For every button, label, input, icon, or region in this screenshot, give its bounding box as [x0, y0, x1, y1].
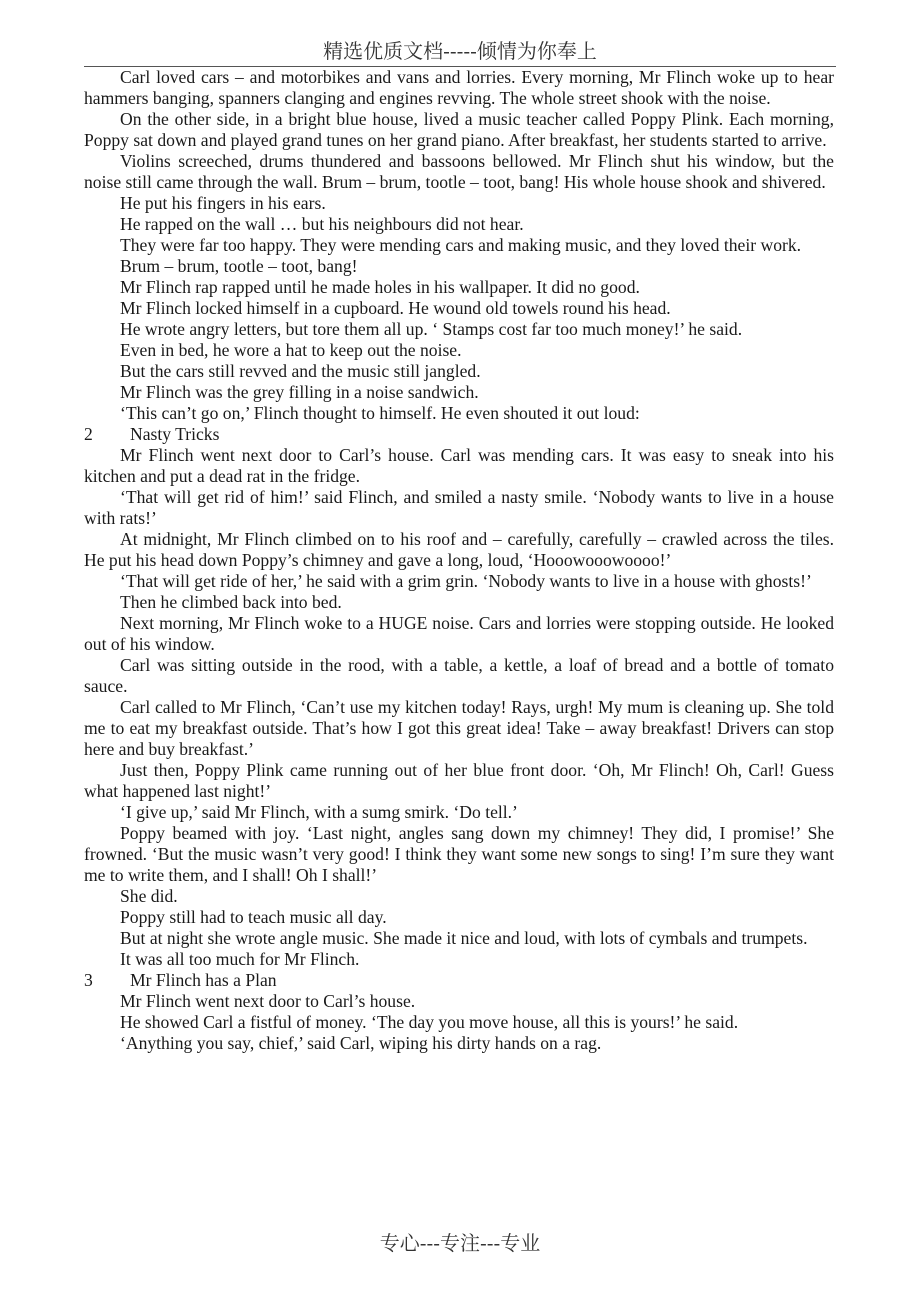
- paragraph: Violins screeched, drums thundered and bassoons bellowed. Mr Flinch shut his window, but the noise still came through the wall. Brum – brum, tootle – toot, bang! His whole house shook and shivered.: [84, 151, 834, 192]
- paragraph: Carl called to Mr Flinch, ‘Can’t use my kitchen today! Rays, urgh! My mum is cleaning up. She told me to eat my breakfast outside. That’s how I got this great idea! Take – away breakfast! Drivers can stop here and buy breakfast.’: [84, 697, 834, 759]
- paragraph: He wrote angry letters, but tore them all up. ‘ Stamps cost far too much money!’ he said.: [120, 319, 743, 339]
- paragraph: On the other side, in a bright blue house, lived a music teacher called Poppy Plink. Each morning, Poppy sat down and played grand tunes on her grand piano. After breakfast, her students started to arrive.: [84, 109, 834, 150]
- paragraph: Even in bed, he wore a hat to keep out the noise.: [120, 340, 462, 360]
- paragraph: Mr Flinch went next door to Carl’s house. Carl was mending cars. It was easy to sneak into his kitchen and put a dead rat in the fridge.: [84, 445, 834, 486]
- paragraph: Poppy beamed with joy. ‘Last night, angles sang down my chimney! They did, I promise!’ She frowned. ‘But the music wasn’t very good! I think they want some new songs to sing! I’m sure they want me to write them, and I shall! Oh I shall!’: [84, 823, 834, 885]
- paragraph: ‘This can’t go on,’ Flinch thought to himself. He even shouted it out loud:: [120, 403, 640, 423]
- paragraph: He put his fingers in his ears.: [120, 193, 326, 213]
- chapter-heading: [84, 970, 834, 991]
- paragraph: Then he climbed back into bed.: [120, 592, 342, 612]
- paragraph: At midnight, Mr Flinch climbed on to his roof and – carefully, carefully – crawled across the tiles. He put his head down Poppy’s chimney and gave a long, loud, ‘Hooowooowoooo!’: [84, 529, 834, 570]
- paragraph: Carl loved cars – and motorbikes and vans and lorries. Every morning, Mr Flinch woke up to hear hammers banging, spanners clanging and engines revving. The whole street shook with the noise.: [84, 67, 834, 108]
- paragraph: Mr Flinch locked himself in a cupboard. He wound old towels round his head.: [120, 298, 671, 318]
- paragraph: Mr Flinch rap rapped until he made holes in his wallpaper. It did no good.: [120, 277, 640, 297]
- paragraph: But at night she wrote angle music. She made it nice and loud, with lots of cymbals and trumpets.: [120, 928, 808, 948]
- paragraph: Poppy still had to teach music all day.: [120, 907, 387, 927]
- page-header: 精选优质文档-----倾情为你奉上: [323, 39, 597, 63]
- paragraph: Brum – brum, tootle – toot, bang!: [120, 256, 358, 276]
- paragraph: They were far too happy. They were mending cars and making music, and they loved their work.: [120, 235, 802, 255]
- paragraph: Just then, Poppy Plink came running out of her blue front door. ‘Oh, Mr Flinch! Oh, Carl! Guess what happened last night!’: [84, 760, 834, 801]
- paragraph: It was all too much for Mr Flinch.: [120, 949, 360, 969]
- paragraph: He showed Carl a fistful of money. ‘The day you move house, all this is yours!’ he said.: [120, 1012, 739, 1032]
- chapter-title: Nasty Tricks: [130, 424, 220, 444]
- page-footer: 专心---专注---专业: [379, 1231, 541, 1255]
- chapter-heading: [84, 424, 834, 445]
- paragraph: But the cars still revved and the music still jangled.: [120, 361, 481, 381]
- paragraph: ‘That will get rid of him!’ said Flinch, and smiled a nasty smile. ‘Nobody wants to live in a house with rats!’: [84, 487, 834, 528]
- paragraph: She did.: [120, 886, 178, 906]
- paragraph: Carl was sitting outside in the rood, with a table, a kettle, a loaf of bread and a bottle of tomato sauce.: [84, 655, 834, 696]
- paragraph: He rapped on the wall … but his neighbours did not hear.: [120, 214, 524, 234]
- chapter-number: 3: [84, 970, 93, 990]
- paragraph: Next morning, Mr Flinch woke to a HUGE noise. Cars and lorries were stopping outside. He looked out of his window.: [84, 613, 834, 654]
- paragraph: ‘Anything you say, chief,’ said Carl, wiping his dirty hands on a rag.: [120, 1033, 602, 1053]
- chapter-number: 2: [84, 424, 93, 444]
- story-body: [84, 67, 834, 1054]
- paragraph: ‘That will get ride of her,’ he said with a grim grin. ‘Nobody wants to live in a house with ghosts!’: [120, 571, 812, 591]
- chapter-title: Mr Flinch has a Plan: [130, 970, 277, 990]
- paragraph: Mr Flinch was the grey filling in a noise sandwich.: [120, 382, 479, 402]
- paragraph: Mr Flinch went next door to Carl’s house.: [120, 991, 416, 1011]
- paragraph: ‘I give up,’ said Mr Flinch, with a sumg smirk. ‘Do tell.’: [120, 802, 518, 822]
